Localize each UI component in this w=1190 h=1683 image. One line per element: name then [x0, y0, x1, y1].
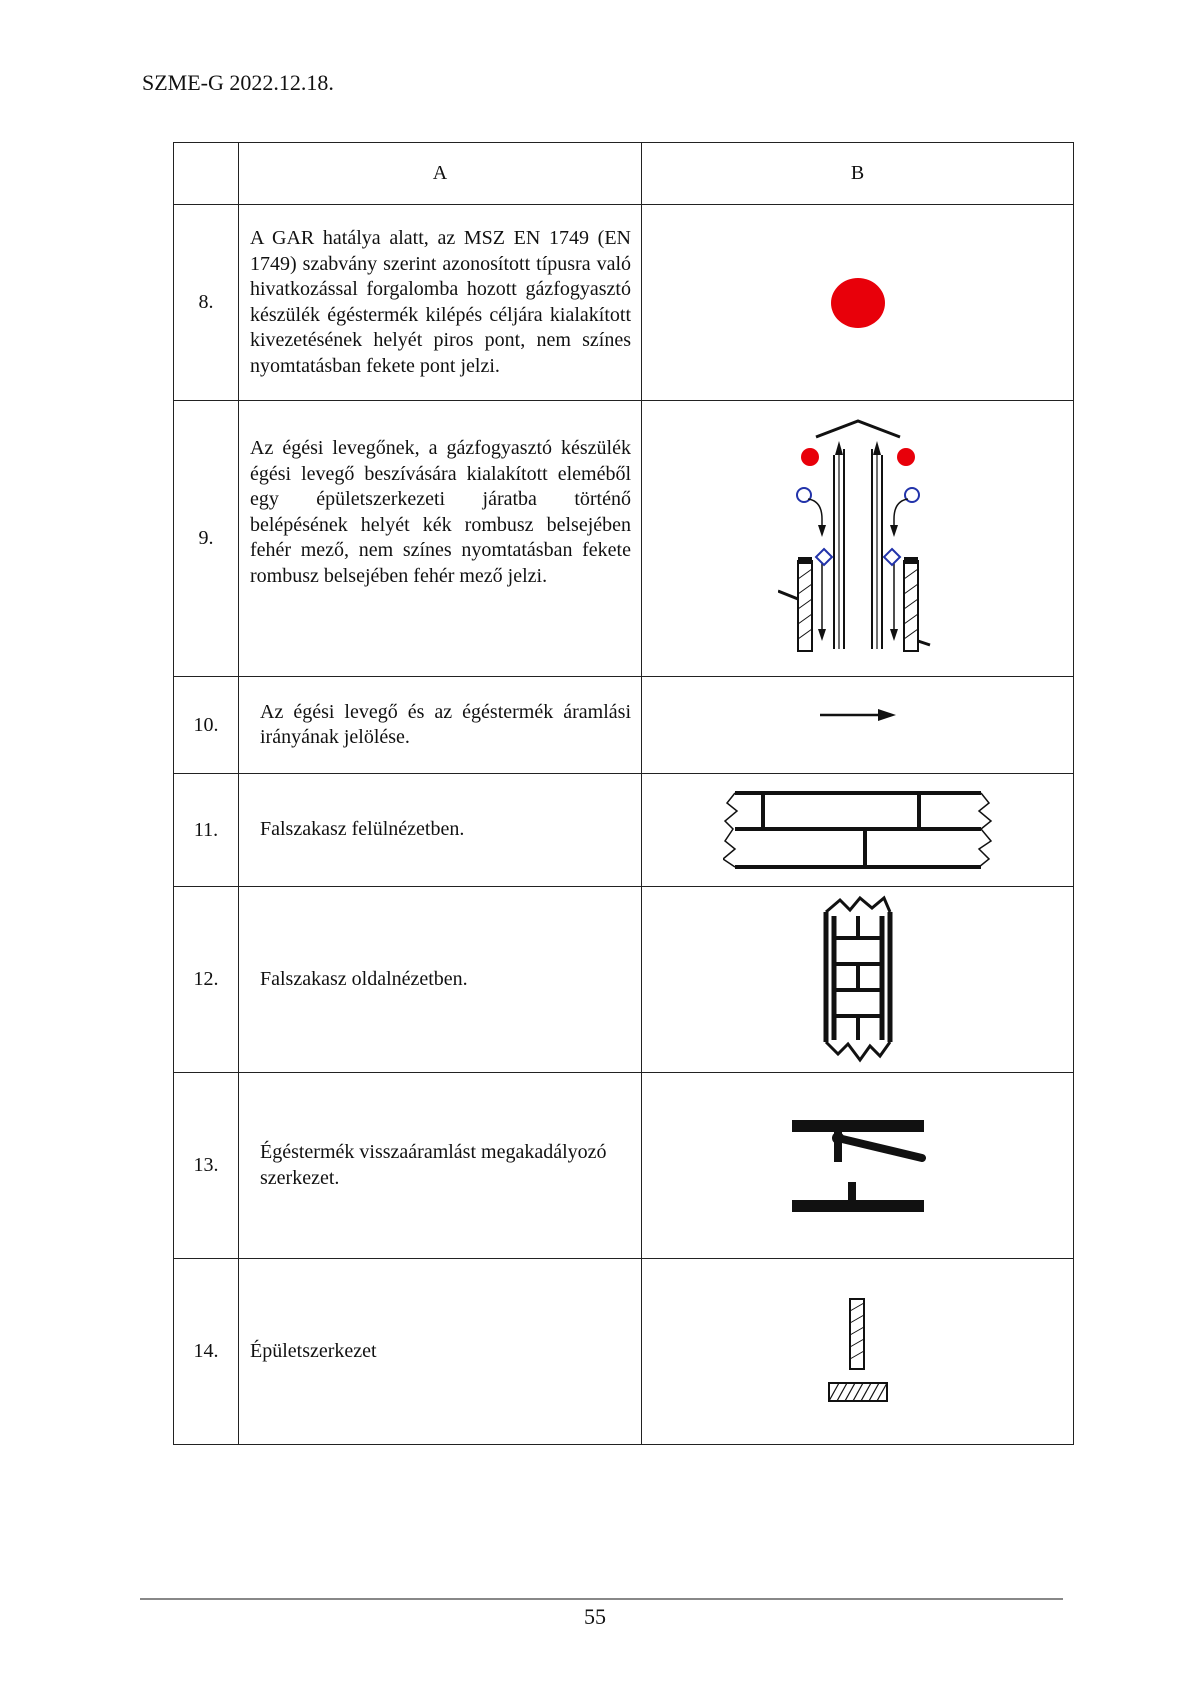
- wall-side-view-icon: [818, 894, 898, 1066]
- row-description: Épületszerkezet: [250, 1339, 377, 1362]
- page-number: 55: [584, 1604, 606, 1629]
- row-number: 12.: [174, 887, 239, 1073]
- column-a-header: A: [239, 143, 642, 205]
- symbol-table: [173, 142, 1074, 1445]
- backflow-preventer-icon: [788, 1116, 928, 1216]
- column-b-header: B: [642, 143, 1074, 205]
- row-number: 11.: [174, 774, 239, 887]
- table-row: [174, 1073, 1074, 1259]
- document-header: SZME-G 2022.12.18.: [142, 70, 334, 95]
- header-empty-cell: [174, 143, 239, 205]
- row-number: 14.: [174, 1259, 239, 1445]
- flue-diagram-icon: [778, 419, 938, 659]
- row-description: A GAR hatálya alatt, az MSZ EN 1749 (EN 1749) szabvány szerint azonosított típusra való hivatkozással forgalomba hozott gázfogyasztó készülék égéstermék kilépés céljára kialakított kivezetésének helyét piros pont, nem színes nyomtatásban fekete pont jelzi.: [250, 227, 631, 377]
- wall-top-view-icon: [723, 785, 993, 875]
- row-number: 8.: [174, 205, 239, 401]
- building-structure-icon: [823, 1297, 893, 1407]
- row-description: Falszakasz felülnézetben.: [260, 818, 465, 841]
- row-description: Égéstermék visszaáramlást megakadályozó szerkezet.: [260, 1141, 607, 1189]
- table-header-row: [174, 143, 1074, 205]
- footer-divider: [140, 1598, 1063, 1600]
- red-dot-icon: [828, 273, 888, 333]
- table-row: [174, 887, 1074, 1073]
- table-row: [174, 677, 1074, 774]
- table-row: [174, 774, 1074, 887]
- table-row: [174, 1259, 1074, 1445]
- row-description: Az égési levegőnek, a gázfogyasztó készülék égési levegő beszívására kialakított eleméből egy épületszerkezeti járatba történő belépésének helyét kék rombusz belsejében fehér mező, nem színes nyomtatásban fekete rombusz belsejében fehér mező jelzi.: [250, 437, 631, 587]
- arrow-right-icon: [818, 705, 898, 725]
- row-description: Falszakasz oldalnézetben.: [260, 967, 468, 990]
- row-number: 13.: [174, 1073, 239, 1259]
- table-row: [174, 205, 1074, 401]
- table-row: [174, 401, 1074, 677]
- row-number: 9.: [174, 401, 239, 677]
- row-number: 10.: [174, 677, 239, 774]
- row-description: Az égési levegő és az égéstermék áramlási irányának jelölése.: [260, 700, 631, 748]
